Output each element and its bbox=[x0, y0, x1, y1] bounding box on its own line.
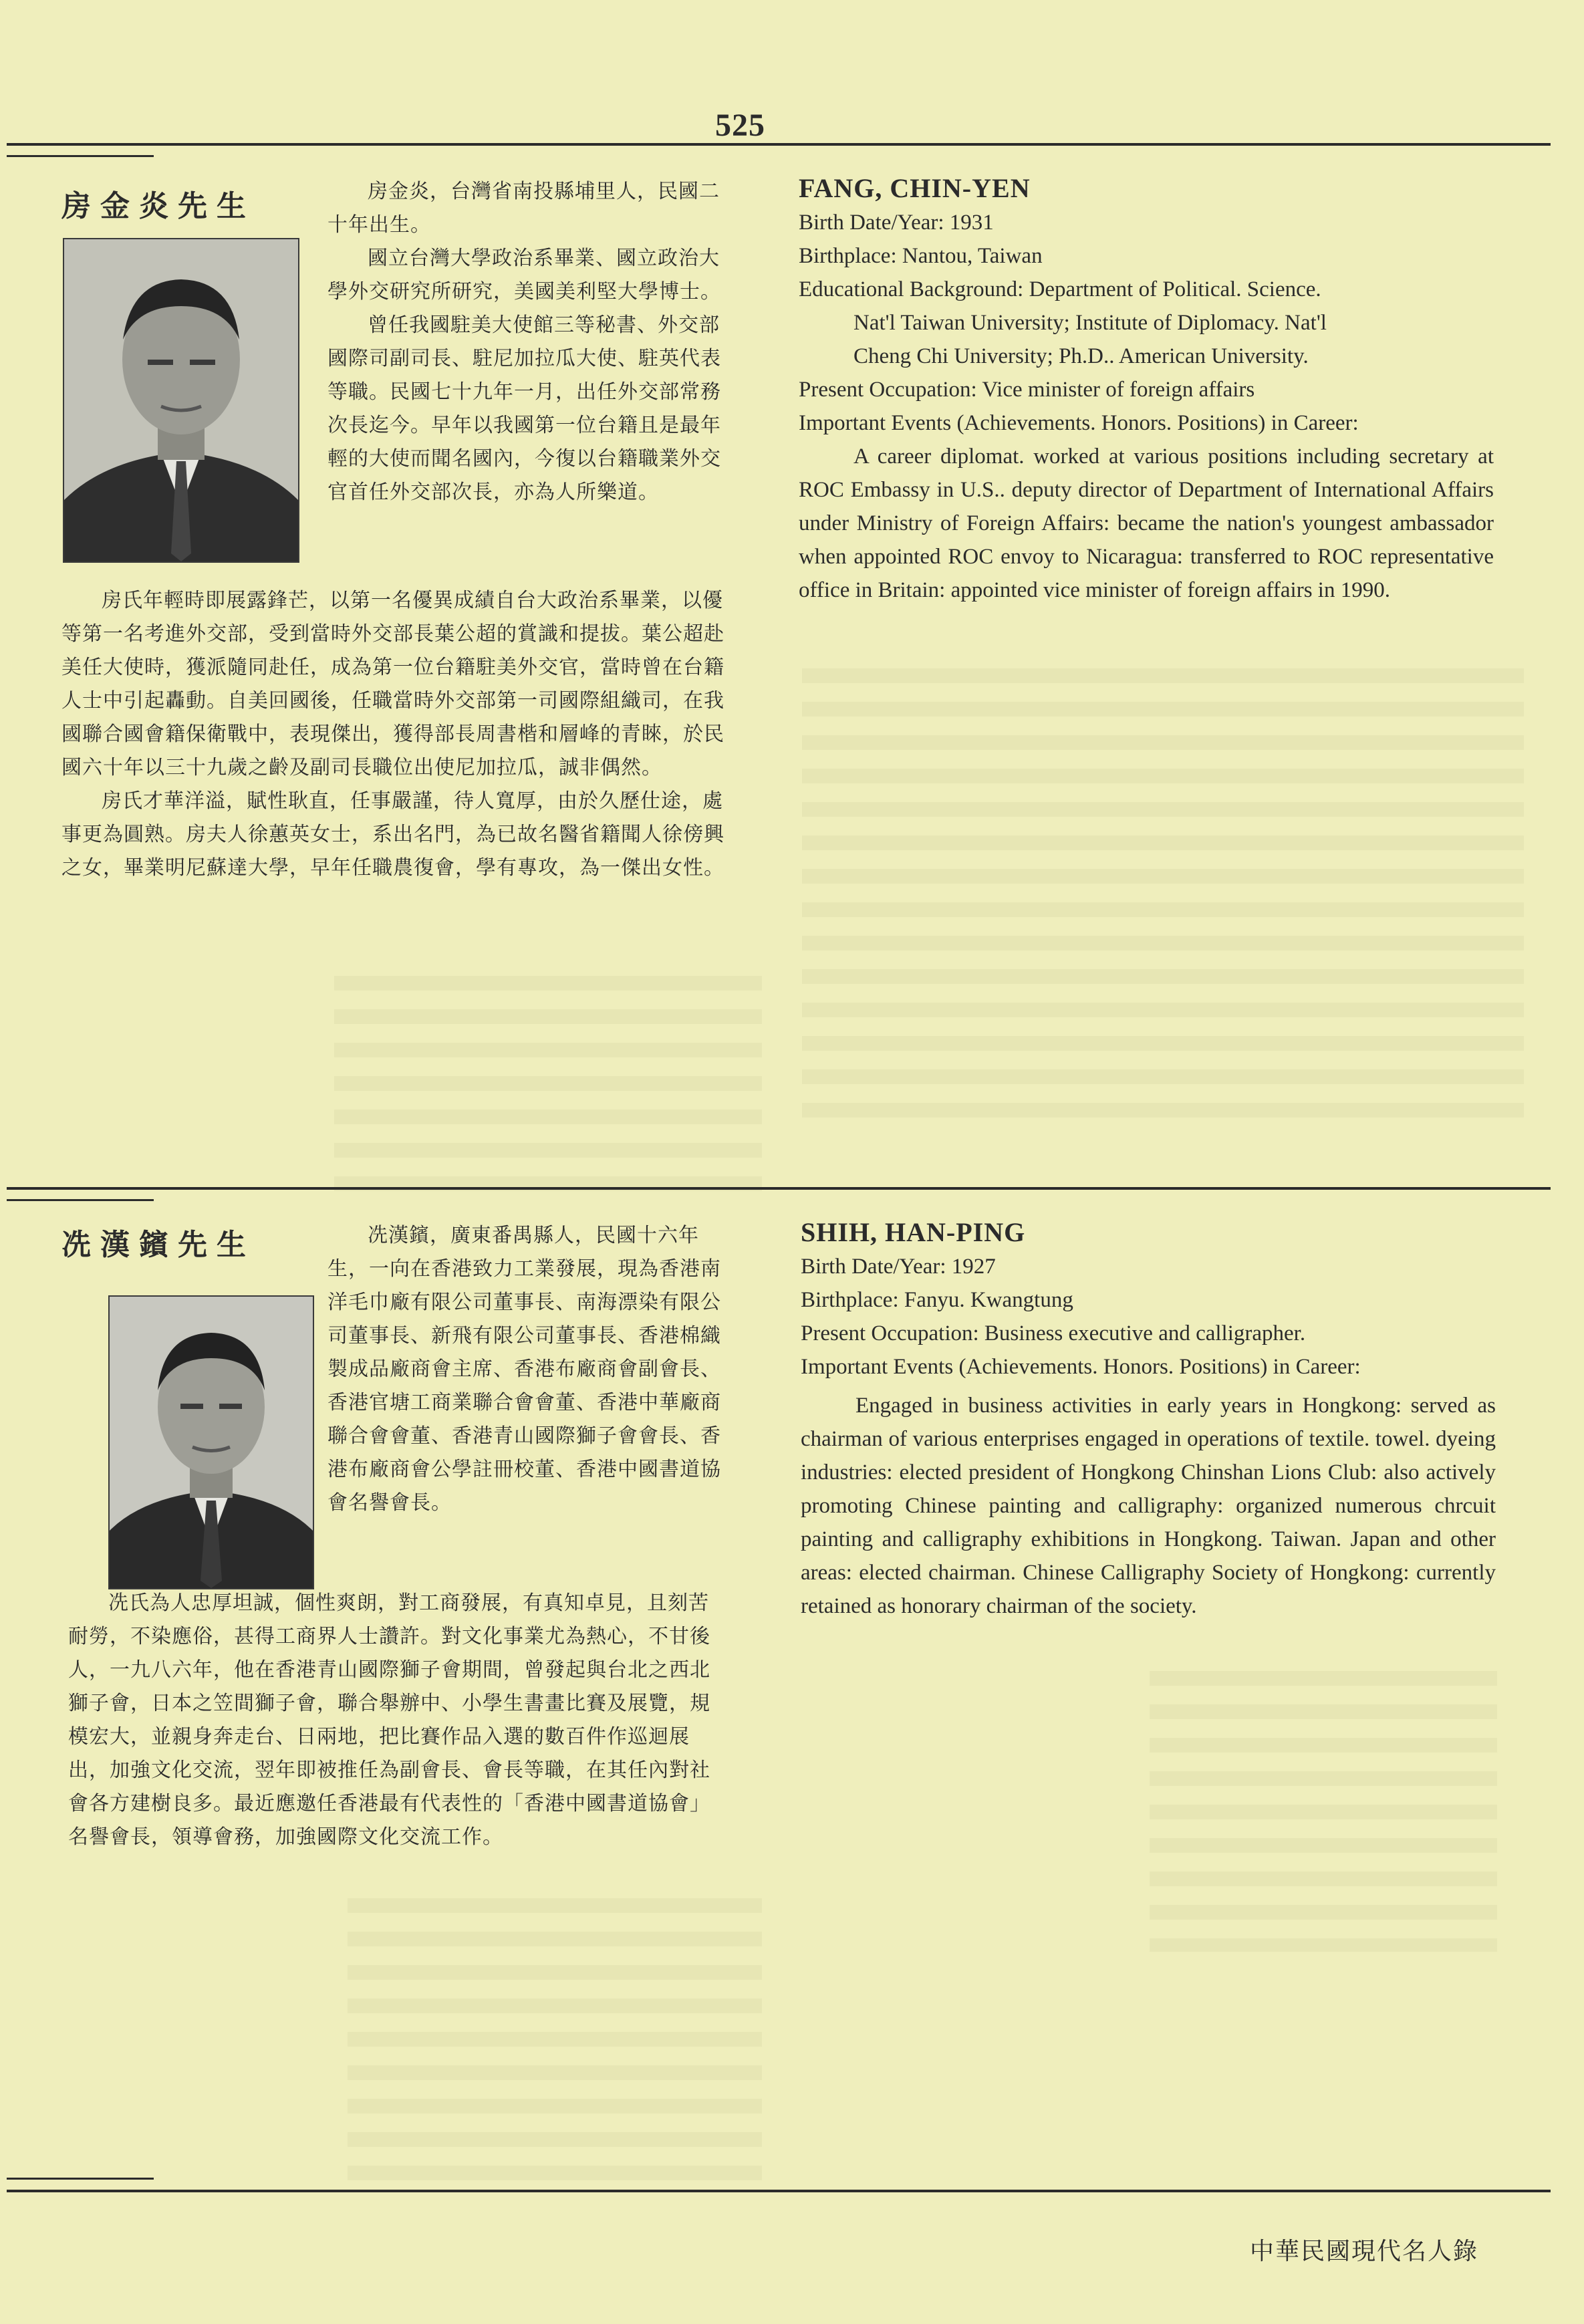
entry-1-events-text: A career diplomat. worked at various positions including secretary at ROC Embassy in U.S.. deputy director of Department of International Affairs under Ministry of Foreign Affairs: became the nation's youngest ambassador when appointed ROC envoy to Nicaragua: transferred to ROC representative office in Britain: appointed vice minister of foreign affairs in 1990. bbox=[799, 444, 1494, 602]
entry-1-occupation: Present Occupation: Vice minister of foreign affairs bbox=[799, 378, 1255, 402]
entry-2-english-bio bbox=[801, 1215, 1496, 1623]
entry-2-zh-paragraph: 冼漢鑌，廣東番禺縣人，民國十六年生，一向在香港致力工業發展，現為香港南洋毛巾廠有限公司董事長、南海漂染有限公司董事長、新飛有限公司董事長、香港棉織製成品廠商會主席、香港布廠商會副會長、香港官塘工商業聯合會會董、香港中華廠商聯合會會董、香港青山國際獅子會會長、香港布廠商會公學註冊校董、香港中國書道協會名譽會長。 bbox=[327, 1224, 721, 1515]
entry-2-events-label: Important Events (Achievements. Honors. Positions) in Career: bbox=[801, 1355, 1361, 1379]
entry-1-events-label: Important Events (Achievements. Honors. Positions) in Career: bbox=[799, 411, 1359, 435]
entry-1-chinese-name: 房金炎先生 bbox=[61, 189, 255, 223]
entry-1-zh-paragraph: 房氏才華洋溢，賦性耿直，任事嚴謹，待人寬厚，由於久歷仕途，處事更為圓熟。房夫人徐蕙英女士，系出名門，為已故名醫省籍聞人徐傍興之女，畢業明尼蘇達大學，早年任職農復會，學有專攻，為一傑出女性。 bbox=[61, 789, 724, 880]
entry-1-birth-date: Birth Date/Year: 1931 bbox=[799, 211, 994, 235]
bleed-through-shadow bbox=[802, 668, 1524, 1123]
entry-1-zh-paragraph: 國立台灣大學政治系畢業、國立政治大學外交研究所研究，美國美利堅大學博士。 bbox=[327, 247, 721, 303]
entry-1-portrait bbox=[63, 238, 299, 563]
entry-1-zh-paragraph: 房金炎，台灣省南投縣埔里人，民國二十年出生。 bbox=[327, 180, 720, 237]
portrait-figure-icon bbox=[64, 239, 298, 561]
portrait-figure-icon bbox=[110, 1297, 313, 1588]
entry-1-english-name: FANG, CHIN-YEN bbox=[799, 173, 1031, 203]
entry-2-chinese-name: 冼漢鑌先生 bbox=[61, 1228, 255, 1262]
entry-divider-short bbox=[7, 1199, 154, 1201]
entry-2-events-text: Engaged in business activities in early years in Hongkong: served as chairman of various enterprises engaged in operations of textile. towel. dyeing industries: elected president of Hongkong Chinshan Lions Club: also actively promoting Chinese painting and calligraphy: organized numerous chrcuit painting and calligraphy exhibitions in Hongkong. Taiwan. Japan and other areas: elected chairman. Chinese Calligraphy Society of Hongkong: currently retained as honorary chairman of the society. bbox=[801, 1394, 1496, 1618]
footer-rule-short bbox=[7, 2178, 154, 2180]
header-rule-short bbox=[7, 155, 154, 157]
entry-2-birthplace: Birthplace: Fanyu. Kwangtung bbox=[801, 1288, 1073, 1312]
footer-book-title: 中華民國現代名人錄 bbox=[1250, 2238, 1479, 2265]
entry-1-english-bio bbox=[799, 171, 1494, 607]
entry-1-education: Cheng Chi University; Ph.D.. American University. bbox=[853, 344, 1309, 368]
entry-1-chinese-bio-top bbox=[327, 175, 729, 509]
entry-1-chinese-bio-bottom bbox=[61, 584, 729, 885]
entry-2-english-name: SHIH, HAN-PING bbox=[801, 1217, 1026, 1247]
page-number: 525 bbox=[715, 108, 765, 143]
entry-divider bbox=[7, 1187, 1551, 1190]
entry-1-birthplace: Birthplace: Nantou, Taiwan bbox=[799, 244, 1043, 268]
entry-2-chinese-bio-bottom bbox=[68, 1587, 729, 1854]
bleed-through-shadow-2 bbox=[334, 976, 762, 1196]
entry-2-occupation: Present Occupation: Business executive and calligrapher. bbox=[801, 1321, 1306, 1345]
entry-2-chinese-bio-top bbox=[327, 1219, 729, 1520]
entry-2-zh-paragraph: 冼氏為人忠厚坦誠，個性爽朗，對工商發展，有真知卓見，且刻苦耐勞，不染應俗，甚得工商界人士讚許。對文化事業尤為熱心，不甘後人，一九八六年，他在香港青山國際獅子會期間，曾發起與台北之西北獅子會，日本之笠間獅子會，聯合舉辦中、小學生書畫比賽及展覽，規模宏大，並親身奔走台、日兩地，把比賽作品入選的數百件作巡迴展出，加強文化交流，翌年即被推任為副會長、會長等職，在其任內對社會各方建樹良多。最近應邀任香港最有代表性的「香港中國書道協會」名譽會長，領導會務，加強國際文化交流工作。 bbox=[68, 1591, 710, 1849]
entry-1-education: Nat'l Taiwan University; Institute of Diplomacy. Nat'l bbox=[853, 311, 1327, 335]
bleed-through-shadow-3 bbox=[348, 1898, 762, 2192]
entry-2-birth-date: Birth Date/Year: 1927 bbox=[801, 1255, 996, 1279]
footer-rule bbox=[7, 2190, 1551, 2192]
entry-1-education: Educational Background: Department of Political. Science. bbox=[799, 277, 1321, 301]
entry-2-portrait bbox=[108, 1295, 314, 1589]
bleed-through-shadow-4 bbox=[1150, 1671, 1497, 1952]
entry-1-zh-paragraph: 曾任我國駐美大使館三等秘書、外交部國際司副司長、駐尼加拉瓜大使、駐英代表等職。民國七十九年一月，出任外交部常務次長迄今。早年以我國第一位台籍且是最年輕的大使而聞名國內，今復以台籍職業外交官首任外交部次長，亦為人所樂道。 bbox=[327, 313, 721, 504]
header-rule bbox=[7, 143, 1551, 146]
entry-1-zh-paragraph: 房氏年輕時即展露鋒芒，以第一名優異成績自台大政治系畢業，以優等第一名考進外交部，受到當時外交部長葉公超的賞識和提拔。葉公超赴美任大使時，獲派隨同赴任，成為第一位台籍駐美外交官，當時曾在台籍人士中引起轟動。自美回國後，任職當時外交部第一司國際組織司，在我國聯合國會籍保衛戰中，表現傑出，獲得部長周書楷和層峰的青睞，於民國六十年以三十九歲之齡及副司長職位出使尼加拉瓜，誠非偶然。 bbox=[61, 589, 724, 779]
